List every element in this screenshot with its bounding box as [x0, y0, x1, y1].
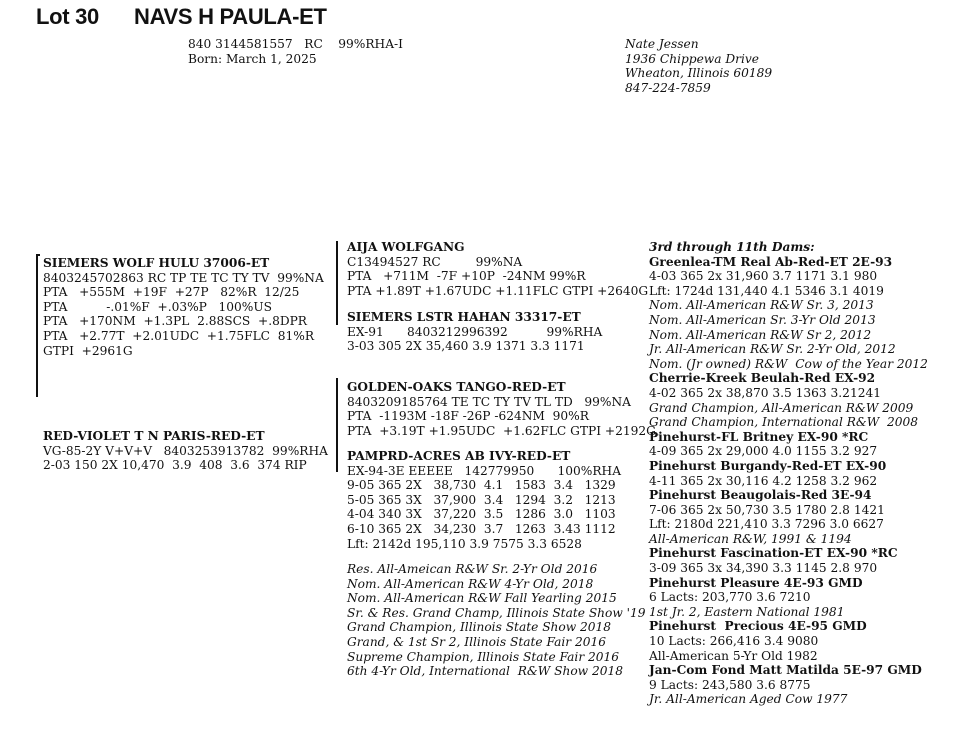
dam-dam-block — [347, 449, 621, 551]
dam-entry-name: Pinehurst Fascination-ET EX-90 *RC — [649, 546, 898, 561]
honor-line: Supreme Champion, Illinois State Fair 2016 — [347, 649, 620, 664]
dam-entry-line: Lft: 1724d 131,440 4.1 5346 3.1 4019 — [649, 283, 884, 298]
dam-entry-line: 1st Jr. 2, Eastern National 1981 — [649, 604, 845, 619]
dam-entry-line: 4-03 365 2x 31,960 3.7 1171 3.1 980 — [649, 269, 878, 284]
consignor-name: Nate Jessen — [625, 37, 699, 51]
honor-line: Sr. & Res. Grand Champ, Illinois State Show '19 — [347, 605, 646, 620]
sire-sire-name: AIJA WOLFGANG — [347, 240, 465, 254]
pedigree-bracket-dam-line — [336, 378, 338, 472]
consignor-city: Wheaton, Illinois 60189 — [625, 66, 773, 81]
sire-dam-line: 3-03 305 2X 35,460 3.9 1371 3.3 1171 — [347, 339, 585, 354]
animal-name: NAVS H PAULA-ET — [134, 4, 327, 29]
dam-entry-line: Lft: 2180d 221,410 3.3 7296 3.0 6627 — [649, 517, 884, 532]
sire-line: PTA +555M +19F +27P 82%R 12/25 — [43, 285, 300, 300]
consignor-phone: 847-224-7859 — [625, 80, 711, 95]
dam-name: RED-VIOLET T N PARIS-RED-ET — [43, 429, 265, 443]
dam-dam-honors — [347, 562, 646, 679]
pedigree-tick — [36, 254, 40, 256]
dam-entry-line: All-American 5-Yr Old 1982 — [649, 648, 818, 663]
dam-entry-line: 7-06 365 2x 50,730 3.5 1780 2.8 1421 — [649, 502, 885, 517]
dam-entry-line: 9 Lacts: 243,580 3.6 8775 — [649, 677, 811, 692]
dam-dam-line: Lft: 2142d 195,110 3.9 7575 3.3 6528 — [347, 536, 582, 551]
birth-date: Born: March 1, 2025 — [188, 51, 317, 66]
sire-line: PTA +2.77T +2.01UDC +1.75FLC 81%R — [43, 328, 315, 343]
sire-sire-block — [347, 240, 648, 298]
dam-entry-line: Grand Champion, International R&W 2008 — [649, 415, 919, 430]
dam-sire-name: GOLDEN-OAKS TANGO-RED-ET — [347, 380, 566, 394]
honor-line: 6th 4-Yr Old, International R&W Show 2018 — [347, 664, 623, 679]
registration-line: 840 3144581557 RC 99%RHA-I — [188, 37, 403, 51]
dam-line: 2-03 150 2X 10,470 3.9 408 3.6 374 RIP — [43, 458, 307, 473]
sire-line: 8403245702863 RC TP TE TC TY TV 99%NA — [43, 270, 324, 285]
dam-entry-name: Pinehurst-FL Britney EX-90 *RC — [649, 429, 869, 444]
sire-dam-name: SIEMERS LSTR HAHAN 33317-ET — [347, 310, 581, 324]
dam-entry-line: All-American R&W, 1991 & 1194 — [649, 531, 852, 546]
dam-entry-name: Greenlea-TM Real Ab-Red-ET 2E-93 — [649, 254, 893, 269]
dam-entry-line: Nom. All-American R&W Sr 2, 2012 — [649, 327, 872, 342]
sire-sire-line: PTA +1.89T +1.67UDC +1.11FLC GTPI +2640G — [347, 283, 649, 298]
sire-sire-line: C13494527 RC 99%NA — [347, 254, 523, 269]
dam-entry-line: Nom. All-American R&W Sr. 3, 2013 — [649, 298, 874, 313]
dam-entry-name: Pinehurst Precious 4E-95 GMD — [649, 619, 867, 634]
dam-dam-name: PAMPRD-ACRES AB IVY-RED-ET — [347, 449, 571, 463]
dam-sire-line: 8403209185764 TE TC TY TV TL TD 99%NA — [347, 394, 631, 409]
dam-dam-line: 4-04 340 3X 37,220 3.5 1286 3.0 1103 — [347, 507, 616, 522]
dam-entry-line: Nom. (Jr owned) R&W Cow of the Year 2012 — [649, 356, 928, 371]
pedigree-bracket-sire-line — [336, 241, 338, 325]
dam-block — [43, 429, 328, 473]
honor-line: Grand Champion, Illinois State Show 2018 — [347, 620, 612, 635]
dam-entry-line: 6 Lacts: 203,770 3.6 7210 — [649, 590, 811, 605]
pedigree-bracket-sire — [36, 254, 38, 397]
honor-line: Grand, & 1st Sr 2, Illinois State Fair 2016 — [347, 634, 607, 649]
honor-line: Nom. All-American R&W 4-Yr Old, 2018 — [347, 576, 594, 591]
dams-heading: 3rd through 11th Dams: — [649, 240, 815, 254]
dam-entry-line: Nom. All-American Sr. 3-Yr Old 2013 — [649, 312, 876, 327]
dam-entry-name: Pinehurst Beaugolais-Red 3E-94 — [649, 488, 872, 503]
lot-number: Lot 30 — [36, 4, 99, 29]
dam-entry-line: 4-11 365 2x 30,116 4.2 1258 3.2 962 — [649, 473, 878, 488]
dam-entry-name: Cherrie-Kreek Beulah-Red EX-92 — [649, 371, 876, 386]
dam-entry-line: 3-09 365 3x 34,390 3.3 1145 2.8 970 — [649, 561, 878, 576]
sire-block — [43, 256, 324, 358]
sire-line: PTA +170NM +1.3PL 2.88SCS +.8DPR — [43, 314, 307, 329]
extended-dams — [649, 240, 928, 707]
consignor-address — [625, 37, 772, 95]
registration-info — [188, 37, 403, 66]
dam-entry-line: Grand Champion, All-American R&W 2009 — [649, 400, 914, 415]
dam-entry-line: 4-02 365 2x 38,870 3.5 1363 3.21241 — [649, 385, 881, 400]
sire-name: SIEMERS WOLF HULU 37006-ET — [43, 256, 270, 270]
dam-entry-name: Jan-Com Fond Matt Matilda 5E-97 GMD — [649, 663, 922, 678]
honor-line: Nom. All-American R&W Fall Yearling 2015 — [347, 591, 617, 606]
dam-entry-line: Jr. All-American Aged Cow 1977 — [649, 692, 848, 707]
dam-entry-name: Pinehurst Pleasure 4E-93 GMD — [649, 575, 863, 590]
dam-entry-line: 4-09 365 2x 29,000 4.0 1155 3.2 927 — [649, 444, 878, 459]
dam-dam-line: 6-10 365 2X 34,230 3.7 1263 3.43 1112 — [347, 521, 616, 536]
dam-entry-line: Jr. All-American R&W Sr. 2-Yr Old, 2012 — [649, 342, 896, 357]
dam-dam-line: EX-94-3E EEEEE 142779950 100%RHA — [347, 463, 621, 478]
honor-line: Res. All-Ameican R&W Sr. 2-Yr Old 2016 — [347, 562, 598, 576]
dam-line: VG-85-2Y V+V+V 8403253913782 99%RHA — [43, 443, 328, 458]
sire-line: GTPI +2961G — [43, 343, 133, 358]
dam-sire-line: PTA +3.19T +1.95UDC +1.62FLC GTPI +2192G — [347, 423, 656, 438]
dam-sire-block — [347, 380, 656, 438]
dam-entry-line: 10 Lacts: 266,416 3.4 9080 — [649, 634, 819, 649]
dams-list — [649, 255, 928, 707]
sire-line: PTA -.01%F +.03%P 100%US — [43, 299, 272, 314]
sire-sire-line: PTA +711M -7F +10P -24NM 99%R — [347, 269, 586, 284]
dam-dam-line: 5-05 365 3X 37,900 3.4 1294 3.2 1213 — [347, 492, 616, 507]
dam-entry-name: Pinehurst Burgandy-Red-ET EX-90 — [649, 458, 887, 473]
consignor-street: 1936 Chippewa Drive — [625, 51, 759, 66]
dam-sire-line: PTA -1193M -18F -26P -624NM 90%R — [347, 409, 589, 424]
sire-dam-block — [347, 310, 602, 354]
sire-dam-line: EX-91 8403212996392 99%RHA — [347, 324, 603, 339]
dam-dam-line: 9-05 365 2X 38,730 4.1 1583 3.4 1329 — [347, 478, 616, 493]
